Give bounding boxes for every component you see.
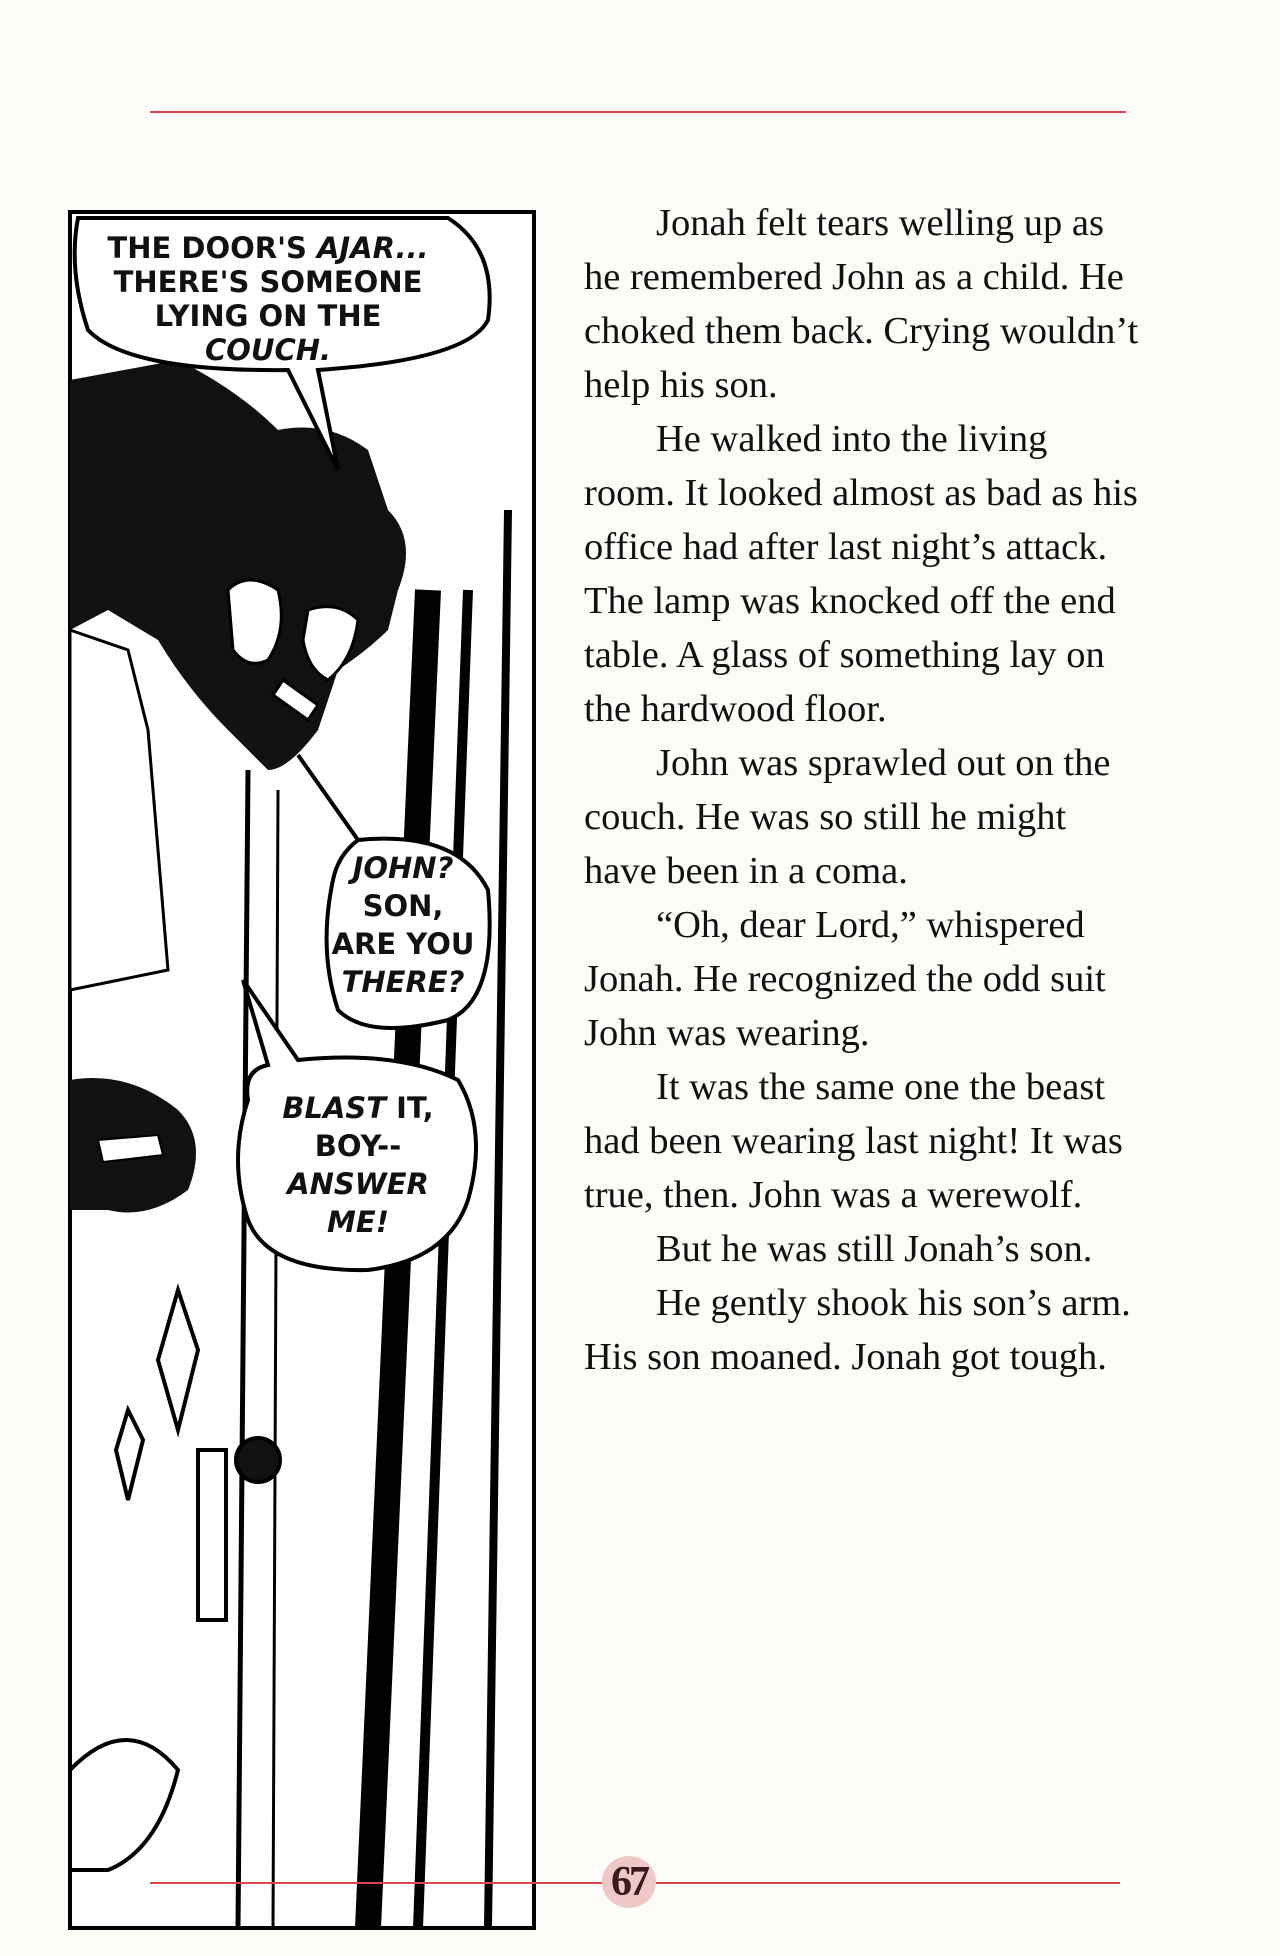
balloon3-line3: ANSWER: [287, 1167, 429, 1201]
story-paragraph: John was sprawled out on the couch. He was so still he might have been in a coma.: [584, 742, 1111, 892]
balloon1-line1: THE DOOR'S AJAR...: [107, 231, 429, 265]
balloon3-line2: BOY--: [314, 1129, 402, 1163]
balloon2-line1: JOHN?: [352, 851, 454, 885]
story-paragraph: “Oh, dear Lord,” whispered Jonah. He recognized the odd suit John was wearing.: [584, 904, 1106, 1054]
balloon3-line4: ME!: [327, 1205, 389, 1239]
story-text: [584, 196, 1144, 1384]
story-paragraph: Jonah felt tears welling up as he remembered John as a child. He choked them back. Crying wouldn’t help his son.: [584, 202, 1139, 406]
story-paragraph: He gently shook his son’s arm. His son moaned. Jonah got tough.: [584, 1282, 1131, 1378]
balloon1-line4: COUCH.: [204, 333, 332, 367]
balloon1-line3: LYING ON THE: [154, 299, 382, 333]
comic-panel: [68, 210, 536, 1930]
bottom-divider-right: [656, 1882, 1120, 1884]
balloon3-line1: BLAST IT,: [282, 1091, 434, 1125]
story-paragraph: It was the same one the beast had been wearing last night! It was true, then. John was a werewolf.: [584, 1066, 1123, 1216]
bottom-divider-left: [150, 1882, 602, 1884]
balloon1-line2: THERE'S SOMEONE: [113, 265, 423, 299]
story-paragraph: But he was still Jonah’s son.: [656, 1228, 1093, 1270]
balloon2-line2: SON,: [362, 889, 444, 923]
story-paragraph: He walked into the living room. It looked almost as bad as his office had after last night’s attack. The lamp was knocked off the end table. A glass of something lay on the hardwood floor.: [584, 418, 1138, 730]
balloon2-line3: ARE YOU: [331, 927, 475, 961]
page-number: 67: [602, 1856, 656, 1908]
top-divider: [150, 111, 1126, 113]
balloon2-line4: THERE?: [341, 965, 465, 999]
